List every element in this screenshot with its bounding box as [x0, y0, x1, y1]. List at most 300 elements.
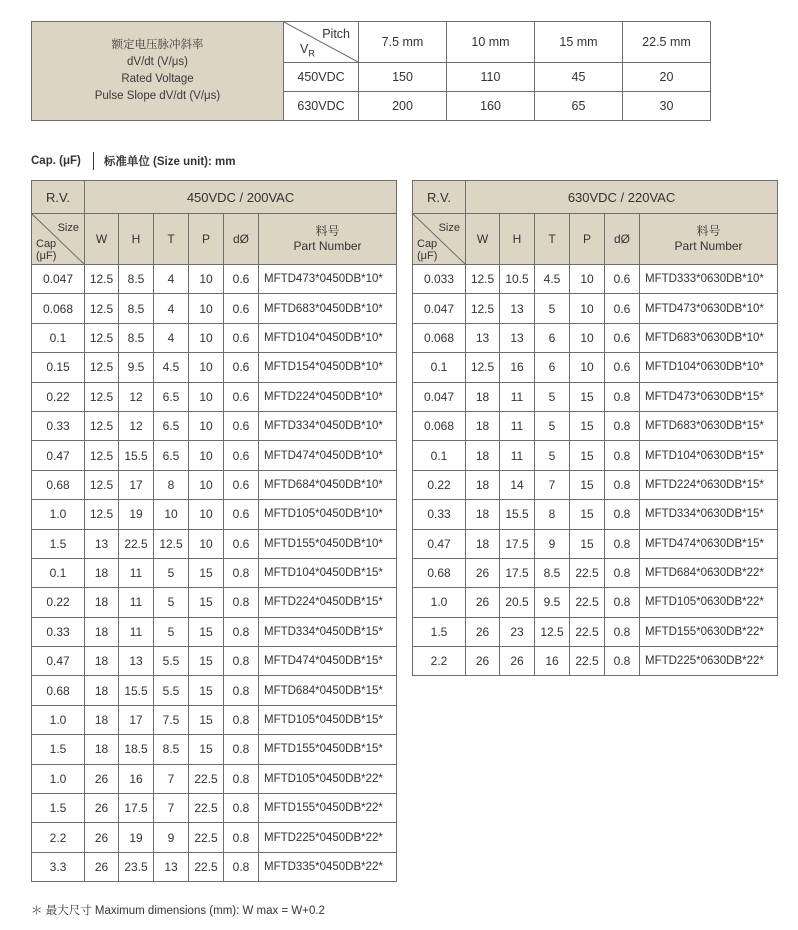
- pitch-header-0: 7.5 mm: [359, 22, 447, 63]
- col-d: dØ: [605, 214, 640, 265]
- cap-value: 1.0: [32, 705, 85, 734]
- pitch-vr-corner: [284, 22, 359, 63]
- size-label: Size: [57, 222, 79, 234]
- w-value: 18: [85, 617, 119, 646]
- d-value: 0.8: [605, 617, 640, 646]
- cap-value: 1.0: [32, 764, 85, 793]
- t-value: 5: [535, 441, 570, 470]
- pitch-header-3: 22.5 mm: [623, 22, 711, 63]
- h-value: 12: [119, 411, 154, 440]
- w-value: 18: [466, 470, 500, 499]
- h-value: 23: [500, 617, 535, 646]
- w-value: 26: [466, 647, 500, 676]
- w-value: 12.5: [85, 353, 119, 382]
- part-number: MFTD104*0450DB*10*: [259, 323, 397, 352]
- slope-label-cell: [32, 22, 284, 121]
- part-number: MFTD683*0450DB*10*: [259, 294, 397, 323]
- h-value: 17.5: [500, 558, 535, 587]
- part-number: MFTD474*0450DB*15*: [259, 647, 397, 676]
- part-number: MFTD105*0450DB*15*: [259, 705, 397, 734]
- pitch-header-1: 10 mm: [447, 22, 535, 63]
- cap-value: 0.068: [32, 294, 85, 323]
- part-number: MFTD474*0450DB*10*: [259, 441, 397, 470]
- p-value: 22.5: [570, 647, 605, 676]
- h-value: 15.5: [119, 676, 154, 705]
- d-value: 0.8: [224, 823, 259, 852]
- h-value: 8.5: [119, 323, 154, 352]
- caption-size-unit: 标准单位 (Size unit): mm: [103, 156, 236, 168]
- h-value: 11: [500, 382, 535, 411]
- h-value: 16: [119, 764, 154, 793]
- t-value: 7.5: [154, 705, 189, 734]
- h-value: 19: [119, 500, 154, 529]
- h-value: 8.5: [119, 265, 154, 294]
- table-row: [413, 411, 778, 440]
- cap-value: 0.047: [32, 265, 85, 294]
- cap-value: 0.068: [413, 323, 466, 352]
- t-value: 5: [154, 558, 189, 587]
- cap-value: 0.33: [413, 500, 466, 529]
- p-value: 15: [570, 500, 605, 529]
- part-number: MFTD335*0450DB*22*: [259, 852, 397, 881]
- d-value: 0.6: [605, 323, 640, 352]
- rv-header: R.V.: [413, 181, 466, 214]
- d-value: 0.8: [605, 382, 640, 411]
- d-value: 0.8: [224, 794, 259, 823]
- part-number: MFTD474*0630DB*15*: [640, 529, 778, 558]
- slope-voltage: 450VDC: [284, 63, 359, 92]
- table-row: [413, 323, 778, 352]
- part-number: MFTD105*0450DB*22*: [259, 764, 397, 793]
- h-value: 13: [500, 294, 535, 323]
- slope-value: 110: [447, 63, 535, 92]
- part-number: MFTD684*0630DB*22*: [640, 558, 778, 587]
- table-row: [413, 617, 778, 646]
- t-value: 7: [535, 470, 570, 499]
- table-row: [32, 647, 397, 676]
- cap-value: 1.0: [413, 588, 466, 617]
- h-value: 26: [500, 647, 535, 676]
- table-row: [413, 588, 778, 617]
- t-value: 5: [535, 382, 570, 411]
- h-value: 11: [500, 441, 535, 470]
- w-value: 12.5: [466, 353, 500, 382]
- w-value: 18: [85, 676, 119, 705]
- h-value: 19: [119, 823, 154, 852]
- table-450-body: [32, 265, 397, 882]
- part-number: MFTD225*0450DB*22*: [259, 823, 397, 852]
- t-value: 5.5: [154, 676, 189, 705]
- h-value: 13: [500, 323, 535, 352]
- slope-label-cn: 额定电压脉冲斜率: [111, 39, 204, 51]
- d-value: 0.8: [224, 676, 259, 705]
- table-630vdc: [412, 180, 778, 676]
- part-number: MFTD684*0450DB*10*: [259, 470, 397, 499]
- h-value: 17.5: [119, 794, 154, 823]
- t-value: 4: [154, 323, 189, 352]
- t-value: 6.5: [154, 411, 189, 440]
- w-value: 12.5: [85, 441, 119, 470]
- h-value: 15.5: [500, 500, 535, 529]
- slope-label-en2: Pulse Slope dV/dt (V/μs): [94, 90, 221, 102]
- table-row: [413, 500, 778, 529]
- cap-value: 1.5: [32, 794, 85, 823]
- d-value: 0.8: [605, 500, 640, 529]
- part-number: MFTD155*0450DB*15*: [259, 735, 397, 764]
- d-value: 0.6: [605, 353, 640, 382]
- p-value: 22.5: [570, 558, 605, 587]
- cap-value: 0.22: [32, 588, 85, 617]
- w-value: 12.5: [85, 470, 119, 499]
- p-value: 22.5: [570, 588, 605, 617]
- t-value: 13: [154, 852, 189, 881]
- col-d: dØ: [224, 214, 259, 265]
- h-value: 11: [500, 411, 535, 440]
- h-value: 12: [119, 382, 154, 411]
- w-value: 12.5: [85, 323, 119, 352]
- t-value: 7: [154, 764, 189, 793]
- p-value: 10: [189, 470, 224, 499]
- h-value: 15.5: [119, 441, 154, 470]
- w-value: 18: [466, 529, 500, 558]
- p-value: 10: [570, 294, 605, 323]
- col-h: H: [119, 214, 154, 265]
- table-row: [32, 735, 397, 764]
- table-row: [32, 529, 397, 558]
- d-value: 0.8: [224, 705, 259, 734]
- table-row: [413, 382, 778, 411]
- d-value: 0.8: [224, 617, 259, 646]
- table-row: [32, 852, 397, 881]
- cap-value: 0.47: [413, 529, 466, 558]
- part-number: MFTD104*0630DB*10*: [640, 353, 778, 382]
- h-value: 9.5: [119, 353, 154, 382]
- p-value: 15: [570, 411, 605, 440]
- part-number: MFTD105*0450DB*10*: [259, 500, 397, 529]
- part-number: MFTD473*0450DB*10*: [259, 265, 397, 294]
- w-value: 18: [466, 411, 500, 440]
- d-value: 0.8: [605, 558, 640, 587]
- col-p: P: [570, 214, 605, 265]
- part-number: MFTD334*0630DB*15*: [640, 500, 778, 529]
- h-value: 14: [500, 470, 535, 499]
- p-value: 10: [189, 294, 224, 323]
- cap-value: 0.1: [32, 558, 85, 587]
- cap-value: 0.15: [32, 353, 85, 382]
- slope-label-en1: Rated Voltage: [121, 73, 194, 85]
- h-value: 13: [119, 647, 154, 676]
- col-part-number: 料号 Part Number: [640, 214, 778, 265]
- table-row: [32, 823, 397, 852]
- footnote: ＊ 最大尺寸 Maximum dimensions (mm): W max = W+0.2: [31, 905, 325, 917]
- table-row: [32, 705, 397, 734]
- part-number: MFTD473*0630DB*10*: [640, 294, 778, 323]
- part-number: MFTD104*0630DB*15*: [640, 441, 778, 470]
- p-value: 15: [189, 676, 224, 705]
- part-number: MFTD224*0450DB*10*: [259, 382, 397, 411]
- pitch-header-2: 15 mm: [535, 22, 623, 63]
- p-value: 15: [189, 705, 224, 734]
- p-value: 15: [189, 735, 224, 764]
- p-value: 10: [570, 323, 605, 352]
- slope-value: 160: [447, 92, 535, 121]
- w-value: 12.5: [85, 411, 119, 440]
- p-value: 10: [189, 323, 224, 352]
- p-value: 22.5: [189, 794, 224, 823]
- h-value: 22.5: [119, 529, 154, 558]
- t-value: 8.5: [535, 558, 570, 587]
- d-value: 0.6: [224, 441, 259, 470]
- table-630-body: [413, 265, 778, 676]
- h-value: 17: [119, 470, 154, 499]
- table-row: [32, 441, 397, 470]
- d-value: 0.8: [224, 735, 259, 764]
- part-number: MFTD683*0630DB*15*: [640, 411, 778, 440]
- t-value: 8: [535, 500, 570, 529]
- d-value: 0.8: [224, 588, 259, 617]
- t-value: 16: [535, 647, 570, 676]
- w-value: 13: [85, 529, 119, 558]
- h-value: 17.5: [500, 529, 535, 558]
- h-value: 11: [119, 588, 154, 617]
- w-value: 18: [466, 500, 500, 529]
- p-value: 10: [189, 529, 224, 558]
- cap-value: 0.33: [32, 411, 85, 440]
- w-value: 18: [466, 441, 500, 470]
- w-value: 26: [85, 794, 119, 823]
- p-value: 15: [189, 588, 224, 617]
- w-value: 18: [85, 558, 119, 587]
- cap-value: 0.47: [32, 441, 85, 470]
- h-value: 11: [119, 617, 154, 646]
- cap-value: 0.068: [413, 411, 466, 440]
- cap-value: 0.22: [32, 382, 85, 411]
- d-value: 0.6: [224, 529, 259, 558]
- h-value: 17: [119, 705, 154, 734]
- p-value: 10: [189, 411, 224, 440]
- part-number: MFTD105*0630DB*22*: [640, 588, 778, 617]
- d-value: 0.6: [605, 265, 640, 294]
- t-value: 6: [535, 353, 570, 382]
- table-row: [32, 382, 397, 411]
- col-w: W: [85, 214, 119, 265]
- t-value: 4.5: [535, 265, 570, 294]
- table-row: [32, 294, 397, 323]
- table-row: [32, 323, 397, 352]
- p-value: 15: [570, 382, 605, 411]
- d-value: 0.6: [224, 411, 259, 440]
- pitch-label: Pitch: [322, 27, 350, 41]
- cap-value: 0.033: [413, 265, 466, 294]
- table-row: [32, 353, 397, 382]
- cap-value: 0.047: [413, 294, 466, 323]
- d-value: 0.8: [605, 411, 640, 440]
- p-value: 10: [189, 265, 224, 294]
- w-value: 26: [85, 823, 119, 852]
- w-value: 26: [466, 558, 500, 587]
- w-value: 12.5: [85, 294, 119, 323]
- d-value: 0.8: [605, 441, 640, 470]
- p-value: 10: [570, 353, 605, 382]
- d-value: 0.8: [605, 470, 640, 499]
- t-value: 6.5: [154, 441, 189, 470]
- table-row: [413, 294, 778, 323]
- w-value: 12.5: [466, 294, 500, 323]
- part-number: MFTD473*0630DB*15*: [640, 382, 778, 411]
- table-row: [413, 558, 778, 587]
- slope-value: 150: [359, 63, 447, 92]
- part-number: MFTD154*0450DB*10*: [259, 353, 397, 382]
- t-value: 10: [154, 500, 189, 529]
- part-number: MFTD333*0630DB*10*: [640, 265, 778, 294]
- cap-value: 2.2: [32, 823, 85, 852]
- table-row: [413, 529, 778, 558]
- cap-value: 0.33: [32, 617, 85, 646]
- d-value: 0.6: [224, 500, 259, 529]
- h-value: 20.5: [500, 588, 535, 617]
- h-value: 23.5: [119, 852, 154, 881]
- caption-divider: [93, 152, 94, 170]
- cap-value: 0.1: [32, 323, 85, 352]
- table-caption: [31, 153, 235, 169]
- part-number: MFTD334*0450DB*15*: [259, 617, 397, 646]
- t-value: 9: [535, 529, 570, 558]
- w-value: 18: [85, 705, 119, 734]
- cap-value: 0.22: [413, 470, 466, 499]
- w-value: 26: [85, 764, 119, 793]
- w-value: 26: [85, 852, 119, 881]
- table-row: [32, 794, 397, 823]
- part-number: MFTD684*0450DB*15*: [259, 676, 397, 705]
- p-value: 15: [570, 470, 605, 499]
- t-value: 12.5: [154, 529, 189, 558]
- size-label: Size: [438, 222, 460, 234]
- t-value: 8.5: [154, 735, 189, 764]
- col-t: T: [535, 214, 570, 265]
- w-value: 12.5: [85, 500, 119, 529]
- col-h: H: [500, 214, 535, 265]
- cap-value: 0.68: [32, 676, 85, 705]
- d-value: 0.6: [605, 294, 640, 323]
- part-number: MFTD334*0450DB*10*: [259, 411, 397, 440]
- p-value: 10: [189, 382, 224, 411]
- table-row: [32, 588, 397, 617]
- table-row: [32, 558, 397, 587]
- p-value: 22.5: [570, 617, 605, 646]
- table-row: [413, 353, 778, 382]
- d-value: 0.8: [224, 764, 259, 793]
- cap-size-corner: [32, 214, 85, 265]
- p-value: 10: [189, 500, 224, 529]
- d-value: 0.8: [224, 558, 259, 587]
- t-value: 5.5: [154, 647, 189, 676]
- cap-value: 3.3: [32, 852, 85, 881]
- t-value: 9: [154, 823, 189, 852]
- w-value: 18: [85, 647, 119, 676]
- cap-value: 0.1: [413, 353, 466, 382]
- t-value: 6.5: [154, 382, 189, 411]
- h-value: 10.5: [500, 265, 535, 294]
- cap-label: Cap (μF): [417, 238, 438, 262]
- part-number: MFTD155*0630DB*22*: [640, 617, 778, 646]
- part-number: MFTD104*0450DB*15*: [259, 558, 397, 587]
- rv-header: R.V.: [32, 181, 85, 214]
- slope-value: 200: [359, 92, 447, 121]
- slope-value: 65: [535, 92, 623, 121]
- part-number: MFTD155*0450DB*22*: [259, 794, 397, 823]
- part-number: MFTD225*0630DB*22*: [640, 647, 778, 676]
- cap-value: 1.5: [32, 735, 85, 764]
- table-row: [32, 676, 397, 705]
- col-w: W: [466, 214, 500, 265]
- d-value: 0.8: [224, 852, 259, 881]
- slope-label-unit: dV/dt (V/μs): [127, 56, 188, 68]
- cap-size-corner: [413, 214, 466, 265]
- w-value: 18: [85, 735, 119, 764]
- p-value: 15: [189, 617, 224, 646]
- t-value: 5: [154, 617, 189, 646]
- slope-value: 30: [623, 92, 711, 121]
- p-value: 15: [189, 558, 224, 587]
- t-value: 4: [154, 294, 189, 323]
- table-row: [32, 265, 397, 294]
- p-value: 22.5: [189, 852, 224, 881]
- d-value: 0.6: [224, 382, 259, 411]
- t-value: 12.5: [535, 617, 570, 646]
- h-value: 16: [500, 353, 535, 382]
- d-value: 0.6: [224, 294, 259, 323]
- t-value: 6: [535, 323, 570, 352]
- d-value: 0.6: [224, 470, 259, 499]
- col-p: P: [189, 214, 224, 265]
- table-row: [32, 470, 397, 499]
- d-value: 0.8: [605, 588, 640, 617]
- part-number: MFTD224*0630DB*15*: [640, 470, 778, 499]
- cap-value: 0.047: [413, 382, 466, 411]
- t-value: 9.5: [535, 588, 570, 617]
- w-value: 12.5: [85, 265, 119, 294]
- t-value: 4: [154, 265, 189, 294]
- table-row: [413, 265, 778, 294]
- cap-value: 1.0: [32, 500, 85, 529]
- p-value: 22.5: [189, 764, 224, 793]
- table-row: [413, 647, 778, 676]
- cap-value: 0.47: [32, 647, 85, 676]
- t-value: 8: [154, 470, 189, 499]
- w-value: 18: [466, 382, 500, 411]
- pulse-slope-table: [31, 21, 711, 121]
- d-value: 0.8: [605, 529, 640, 558]
- t-value: 7: [154, 794, 189, 823]
- cap-value: 0.68: [32, 470, 85, 499]
- slope-value: 45: [535, 63, 623, 92]
- cap-value: 0.68: [413, 558, 466, 587]
- d-value: 0.6: [224, 353, 259, 382]
- part-number: MFTD224*0450DB*15*: [259, 588, 397, 617]
- w-value: 12.5: [85, 382, 119, 411]
- table-row: [413, 441, 778, 470]
- col-part-number: 料号 Part Number: [259, 214, 397, 265]
- cap-label: Cap (μF): [36, 238, 57, 262]
- w-value: 26: [466, 617, 500, 646]
- w-value: 13: [466, 323, 500, 352]
- slope-value: 20: [623, 63, 711, 92]
- table-row: [32, 764, 397, 793]
- t-value: 5: [154, 588, 189, 617]
- h-value: 8.5: [119, 294, 154, 323]
- p-value: 10: [189, 441, 224, 470]
- table-row: [32, 617, 397, 646]
